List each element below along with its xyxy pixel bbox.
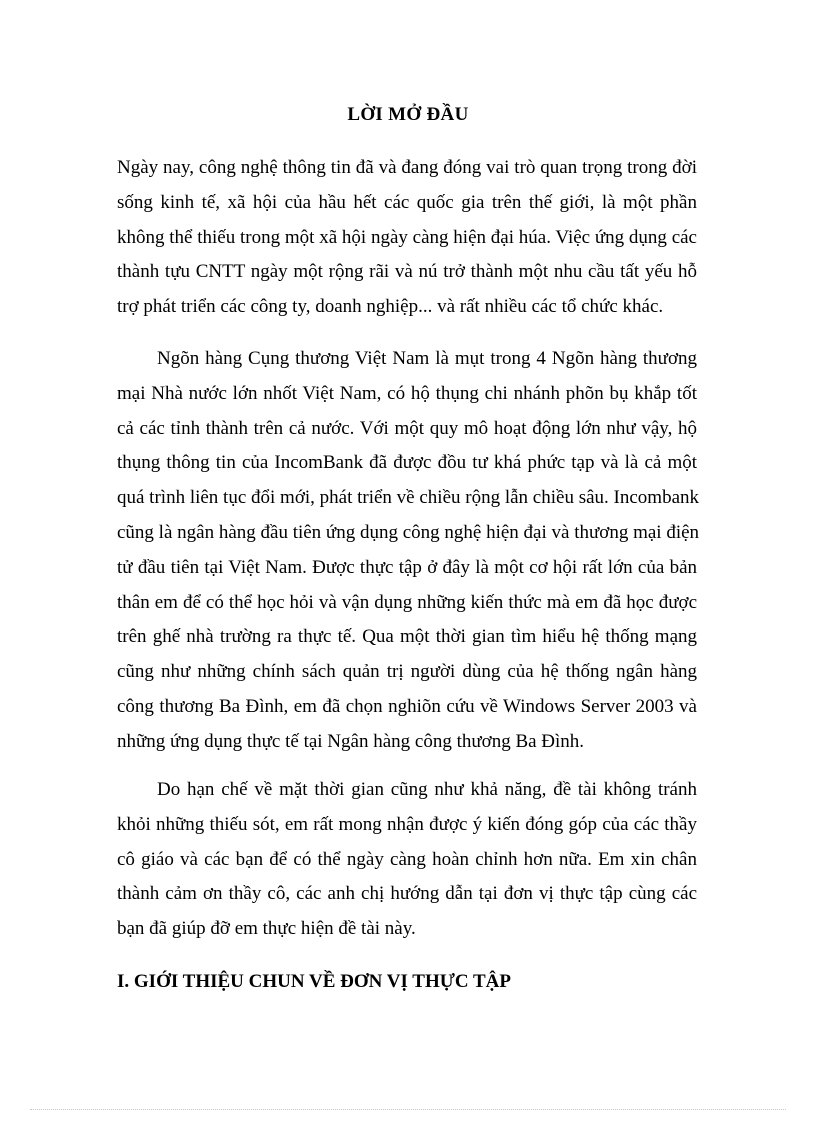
paragraph-line: những ứng dụng thực tế tại Ngân hàng công thương Ba Đình. [117,730,585,752]
paragraph-line: trợ phát triển các công ty, doanh nghiệp... và rất nhiều các tổ chức khác. [117,296,664,318]
paragraph-line: cũng như những chính sách quản trị người dùng của hệ thống ngân hàng [117,661,697,683]
paragraph-line: trên ghế nhà trường ra thực tế. Qua một thời gian tìm hiểu hệ thống mạng [117,626,697,648]
paragraph-line: cô giáo và các bạn để có thể ngày càng hoàn chỉnh hơn nữa. Em xin chân [117,848,697,870]
paragraph-line: thụng thông tin của IncomBank đã được đồu tư khá phức tạp và là cả một [117,452,697,474]
paragraph-line: tử đầu tiên tại Việt Nam. Được thực tập ở đây là một cơ hội rất lớn của bản [117,556,697,578]
section-heading: I. GIỚI THIỆU CHUN VỀ ĐƠN VỊ THỰC TẬP [117,971,511,992]
paragraph-line: Ngõn hàng Cụng thương Việt Nam là mụt trong 4 Ngõn hàng thương [157,348,697,369]
page-title: LỜI MỞ ĐẦU [347,104,469,125]
paragraph-line: công thương Ba Đình, em đã chọn nghiõn cứu về Windows Server 2003 và [117,695,697,717]
paragraph-bank [117,342,700,760]
paragraph-limitations [117,773,697,947]
paragraph-line: thành cảm ơn thầy cô, các anh chị hướng dẫn tại đơn vị thực tập cùng các [117,883,697,905]
paragraph-line: sống kinh tế, xã hội của hầu hết các quốc gia trên thế giới, là một phần [117,191,697,213]
page-bottom-divider [30,1109,786,1110]
paragraph-line: cả các tỉnh thành trên cả nước. Với một quy mô hoạt động lớn như vậy, hộ [117,417,697,439]
paragraph-line: thân em để có thể học hỏi và vận dụng những kiến thức mà em đã học được [117,591,697,613]
paragraph-line: mại Nhà nước lớn nhốt Việt Nam, có hộ thụng chi nhánh phõn bụ khắp tốt [117,382,697,404]
paragraph-line: Do hạn chế về mặt thời gian cũng như khả năng, đề tài không tránh [157,779,697,800]
paragraph-line: không thể thiếu trong một xã hội ngày càng hiện đại húa. Việc ứng dụng các [117,226,697,248]
paragraph-line: khỏi những thiếu sót, em rất mong nhận được ý kiến đóng góp của các thầy [117,813,697,835]
paragraph-line: cũng là ngân hàng đầu tiên ứng dụng công nghệ hiện đại và thương mại điện [117,521,700,543]
paragraph-line: Ngày nay, công nghệ thông tin đã và đang đóng vai trò quan trọng trong đời [117,157,697,178]
paragraph-line: quá trình liên tục đổi mới, phát triển về chiều rộng lẫn chiều sâu. Incombank [117,487,699,509]
paragraph-line: thành tựu CNTT ngày một rộng rãi và nú trở thành một nhu cầu tất yếu hỗ [117,261,697,283]
paragraph-line: bạn đã giúp đỡ em thực hiện đề tài này. [117,918,416,940]
paragraph-intro [117,151,697,325]
